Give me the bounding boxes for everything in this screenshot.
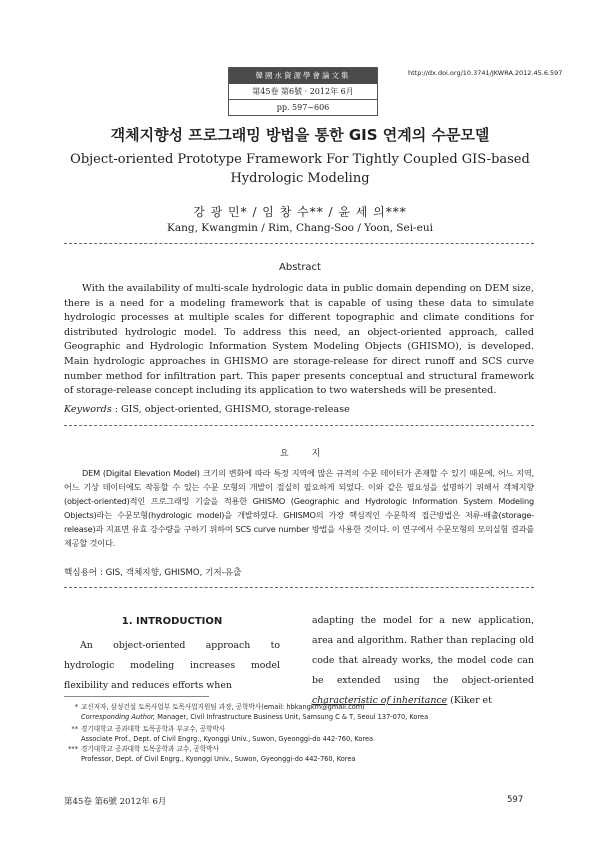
intro-right-italic: characteristic of inheritance — [312, 695, 448, 706]
page-number: 597 — [507, 795, 524, 805]
authors-korean: 강 광 민* / 임 창 수** / 윤 세 의*** — [193, 205, 407, 219]
divider-dashed — [64, 243, 534, 244]
footnote-mark: *** — [68, 745, 78, 753]
abstract-text: With the availability of multi-scale hydrologic data in public domain depending on DEM size, there is a need for a modeling framework that is capable of using these data to simulate hydrologic processes at multiple scales for different topographic and climate conditions for distributed hydrologic model. To address this need, an object-oriented approach, called Geographic and Hydrologic Information System Modeling Objects (GHISMO), is developed. Main hydrologic approaches in GHISMO are storage-release for direct runoff and SCS curve number method for infiltration part. This paper presents conceptual and structural framework of storage-release concept including its application to two watersheds will be presented. — [64, 283, 534, 397]
intro-left-column: An object-oriented approach to hydrologic modeling increases model flexibility and reduces efforts when — [64, 640, 280, 691]
footnote-line-ko: 교신저자, 삼성건설 토목사업부 토목사업지원팀 과장, 공학박사(email: hbkangkm@gmail.com) — [81, 703, 365, 711]
footer-journal-issue: 第45卷 第6號 2012年 6月 — [64, 797, 167, 807]
footnote-line-en: Manager, Civil Infrastructure Business Unit, Samsung C & T, Seoul 137-070, Korea — [155, 713, 429, 721]
journal-info-box — [228, 67, 378, 116]
journal-pages: pp. 597~606 — [276, 103, 330, 112]
footnote-mark: ** — [71, 725, 78, 733]
footnote-rule — [64, 696, 209, 697]
section-heading-introduction: 1. INTRODUCTION — [121, 616, 223, 627]
divider-dashed — [64, 425, 534, 426]
title-korean: 객체지향성 프로그래밍 방법을 통한 GIS 연계의 수문모델 — [110, 126, 490, 144]
summary-text: DEM (Digital Elevation Model) 크기의 변화에 따라 특정 지역에 많은 규격의 수문 데이터가 존재할 수 있기 때문에, 어느 지역, 어느 기상 데이터에도 작동할 수 있는 수문 모형의 개발이 절실히 필요하게 되었다. 이와 같은 필요성을 설명하기 위해서 객체지향(object-oriented)적인 프로그래밍 기술을 적용한 GHISMO (Geographic and Hydrologic Information System Modeling Objects)라는 수문모형(hydrologic model)을 개발하였다. GHISMO의 가장 핵심적인 수문학적 접근방법은 저류-배출(storage-release)과 지표면 유효 강수량을 구하기 위하여 SCS curve number 방법을 사용한 것이다. 이 연구에서 수문모형의 모의실험 결과를 제공할 것이다. — [64, 468, 534, 548]
footnote-3 — [64, 744, 544, 764]
intro-right-text-2: (Kiker et — [447, 695, 492, 706]
footnote-line-en: Associate Prof., Dept. of Civil Engrg., Kyonggi Univ., Suwon, Gyeonggi-do 442-760, Korea — [81, 735, 374, 743]
divider-dashed — [64, 587, 534, 588]
footnote-1 — [64, 702, 544, 722]
footnote-line-ko: 경기대학교 공과대학 토목공학과 부교수, 공학박사 — [81, 725, 226, 733]
journal-name: 韓國水資源學會論文集 — [229, 68, 377, 84]
title-english: Object-oriented Prototype Framework For Tightly Coupled GIS-based Hydrologic Modeling — [70, 152, 530, 186]
keywords — [64, 404, 534, 415]
summary-heading: 요 지 — [279, 449, 321, 459]
footnote-line-en: Professor, Dept. of Civil Engrg., Kyonggi Univ., Suwon, Gyeonggi-do 442-760, Korea — [81, 755, 356, 763]
keywords-label: Keywords — [64, 404, 112, 415]
journal-volume: 第45卷 第6號 · 2012年 6月 — [229, 84, 377, 100]
intro-right-column — [312, 611, 534, 711]
intro-right-text-1: adapting the model for a new application, area and algorithm. Rather than replacing old code that already works, the model code can be extended using the object-oriented — [312, 615, 534, 686]
footnote-line-ko: 경기대학교 공과대학 토목공학과 교수, 공학박사 — [81, 745, 219, 753]
footnote-role: Corresponding Author, — [81, 713, 156, 721]
footnote-2 — [64, 724, 544, 744]
abstract-heading: Abstract — [279, 262, 321, 273]
keywords-list: : GIS, object-oriented, GHISMO, storage-release — [114, 404, 350, 415]
footnote-mark: * — [74, 703, 78, 711]
authors-english: Kang, Kwangmin / Rim, Chang-Soo / Yoon, Sei-eui — [167, 222, 433, 234]
doi-link[interactable]: http://dx.doi.org/10.3741/JKWRA.2012.45.6.597 — [408, 69, 563, 77]
keywords-korean: 핵심용어 : GIS, 객체지향, GHISMO, 기저-유출 — [64, 568, 242, 578]
